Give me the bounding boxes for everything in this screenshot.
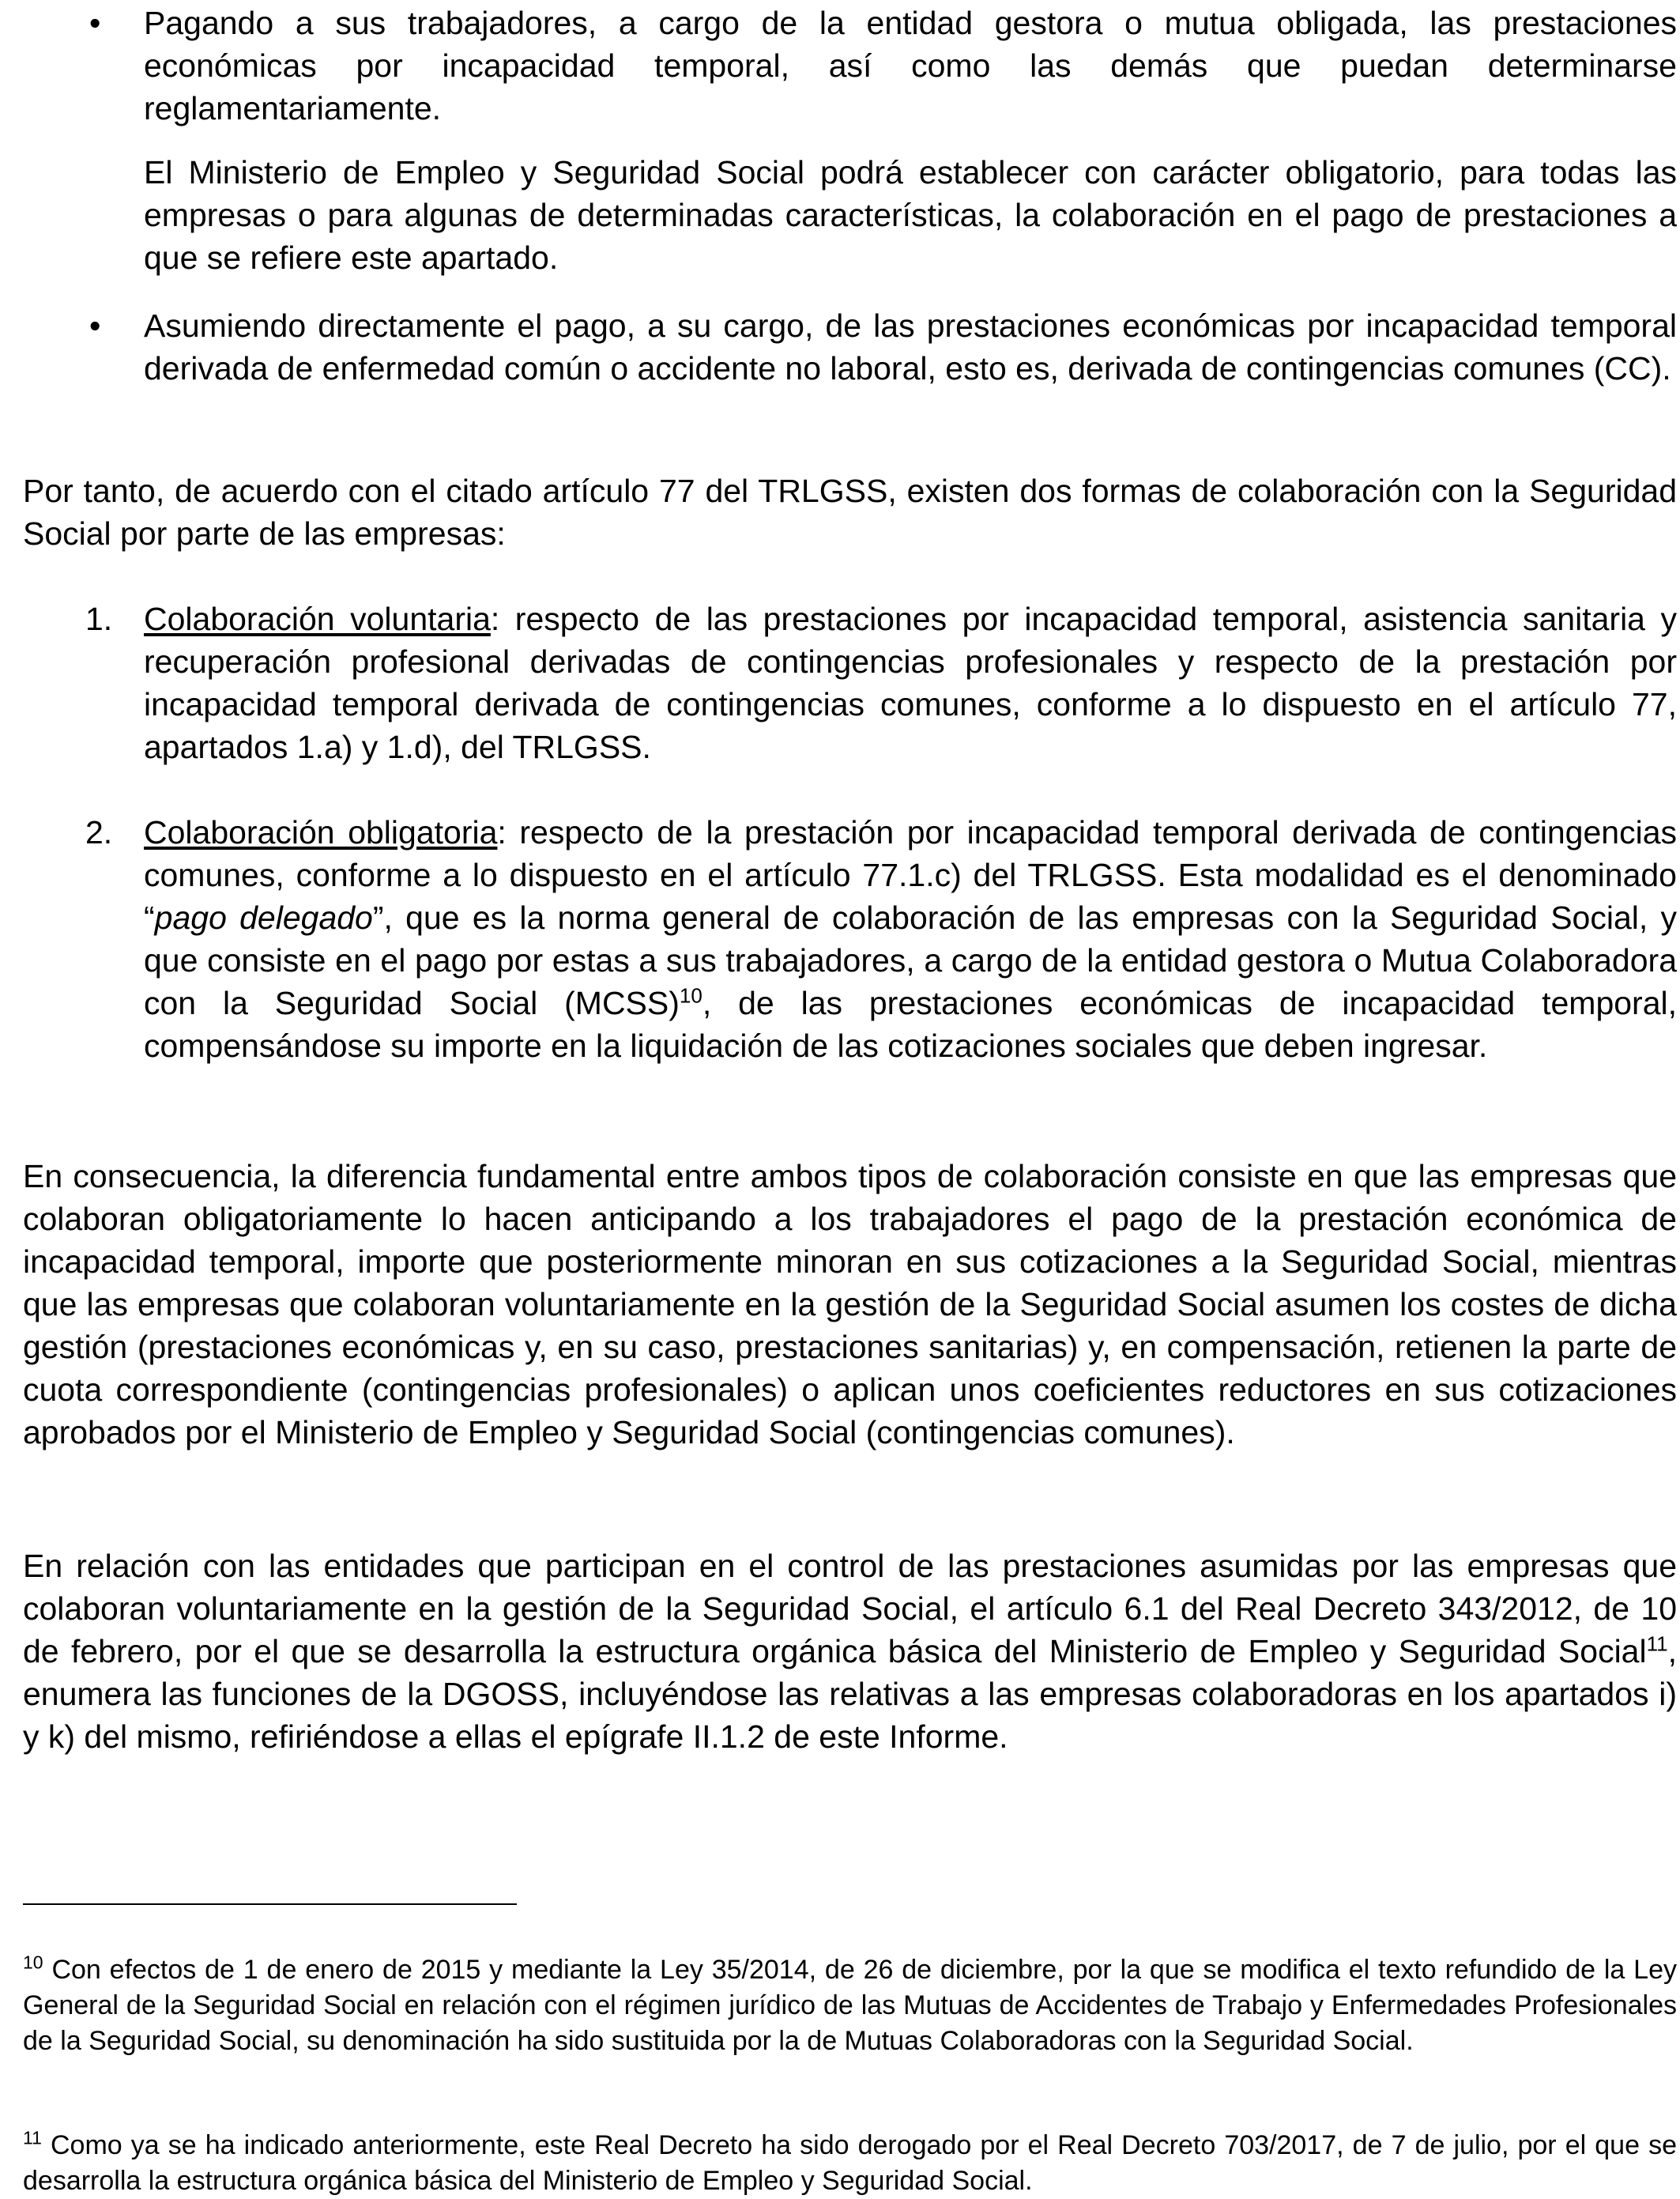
bullet-text: Pagando a sus trabajadores, a cargo de la entidad gestora o mutua obligada, las prestaciones económicas por incapacidad temporal, así como las demás que puedan determinarse reglamentariamente. — [144, 5, 1677, 126]
bullet-item — [89, 2, 1677, 130]
paragraph-consecuencia — [23, 1155, 1677, 1454]
bullet-continuation — [144, 151, 1677, 279]
footnote — [23, 2128, 1677, 2199]
bullet-icon: • — [89, 5, 101, 41]
footnote-separator — [23, 1903, 517, 1905]
intro-paragraph-text: Por tanto, de acuerdo con el citado artículo 77 del TRLGSS, existen dos formas de colaboración con la Seguridad Social por parte de las empresas: — [23, 473, 1677, 552]
paragraph-body: En relación con las entidades que participan en el control de las prestaciones asumidas por las empresas que colaboran voluntariamente en la gestión de la Seguridad Social, el artículo 6.1 del Real Decreto 343/2012, de 10 de febrero, por el que se desarrolla la estructura orgánica básica del Ministerio de Empleo y Seguridad Social — [23, 1548, 1677, 1669]
numbered-body: : respecto de la prestación por incapacidad temporal derivada de contingencias comunes, conforme a lo dispuesto en el artículo 77.1.c) del TRLGSS. Esta modalidad es el denominado “ — [144, 814, 1677, 936]
numbered-item — [85, 598, 1677, 768]
footnote-number: 11 — [23, 2127, 42, 2148]
numbered-body: : respecto de las prestaciones por incapacidad temporal, asistencia sanitaria y recuperación profesional derivadas de contingencias profesionales y respecto de la prestación por incapacidad temporal derivada de contingencias comunes, conforme a lo dispuesto en el artículo 77, apartados 1.a) y 1.d), del TRLGSS. — [144, 601, 1677, 765]
bullet-item — [89, 304, 1677, 390]
numbered-body: ”, que es la norma general de colaboración de las empresas con la Seguridad Social, y que consiste en el pago por estas a sus trabajadores, a cargo de la entidad gestora o Mutua Colaboradora con la Seguridad Social (MCSS) — [144, 900, 1678, 1021]
intro-paragraph — [23, 470, 1677, 555]
numbered-term: Colaboración voluntaria — [144, 601, 491, 637]
numbered-item — [85, 811, 1678, 1067]
footnote-ref: 11 — [1646, 1631, 1668, 1656]
footnote-text: Con efectos de 1 de enero de 2015 y mediante la Ley 35/2014, de 26 de diciembre, por la que se modifica el texto refundido de la Ley General de la Seguridad Social en relación con el régimen jurídico de las Mutuas de Accidentes de Trabajo y Enfermedades Profesionales de la Seguridad Social, su denominación ha sido sustituida por la de Mutuas Colaboradoras con la Seguridad Social. — [23, 1955, 1677, 2056]
footnote-text: Como ya se ha indicado anteriormente, este Real Decreto ha sido derogado por el Real Decreto 703/2017, de 7 de julio, por el que se desarrolla la estructura orgánica básica del Ministerio de Empleo y Seguridad Social. — [23, 2130, 1677, 2196]
paragraph-text: En consecuencia, la diferencia fundamental entre ambos tipos de colaboración consiste en que las empresas que colaboran obligatoriamente lo hacen anticipando a los trabajadores el pago de la prestación económica de incapacidad temporal, importe que posteriormente minoran en sus cotizaciones a la Seguridad Social, mientras que las empresas que colaboran voluntariamente en la gestión de la Seguridad Social asumen los costes de dicha gestión (prestaciones económicas y, en su caso, prestaciones sanitarias) y, en compensación, retienen la parte de cuota correspondiente (contingencias profesionales) o aplican unos coeficientes reductores en sus cotizaciones aprobados por el Ministerio de Empleo y Seguridad Social (contingencias comunes). — [23, 1158, 1677, 1450]
numbered-term: Colaboración obligatoria — [144, 814, 498, 851]
paragraph-body: , enumera las funciones de la DGOSS, incluyéndose las relativas a las empresas colaboradoras en los apartados i) y k) del mismo, refiriéndose a ellas el epígrafe II.1.2 de este Informe. — [23, 1633, 1677, 1755]
bullet-text: Asumiendo directamente el pago, a su cargo, de las prestaciones económicas por incapacidad temporal derivada de enfermedad común o accidente no laboral, esto es, derivada de contingencias comunes (CC). — [144, 307, 1677, 387]
numbered-marker: 1. — [85, 601, 113, 637]
numbered-italic: pago delegado — [154, 900, 373, 936]
paragraph-relacion — [23, 1545, 1677, 1758]
bullet-continuation-text: El Ministerio de Empleo y Seguridad Social podrá establecer con carácter obligatorio, para todas las empresas o para algunas de determinadas características, la colaboración en el pago de prestaciones a que se refiere este apartado. — [144, 154, 1677, 276]
footnote-ref: 10 — [679, 983, 703, 1008]
numbered-text — [144, 811, 1677, 1067]
footnote — [23, 1952, 1677, 2059]
footnote-number: 10 — [23, 1952, 43, 1973]
numbered-text — [144, 598, 1677, 768]
numbered-marker: 2. — [85, 814, 113, 851]
paragraph-text — [23, 1545, 1677, 1758]
numbered-body: , de las prestaciones económicas de incapacidad temporal, compensándose su importe en la liquidación de las cotizaciones sociales que deben ingresar. — [144, 985, 1677, 1064]
bullet-icon: • — [89, 307, 101, 344]
